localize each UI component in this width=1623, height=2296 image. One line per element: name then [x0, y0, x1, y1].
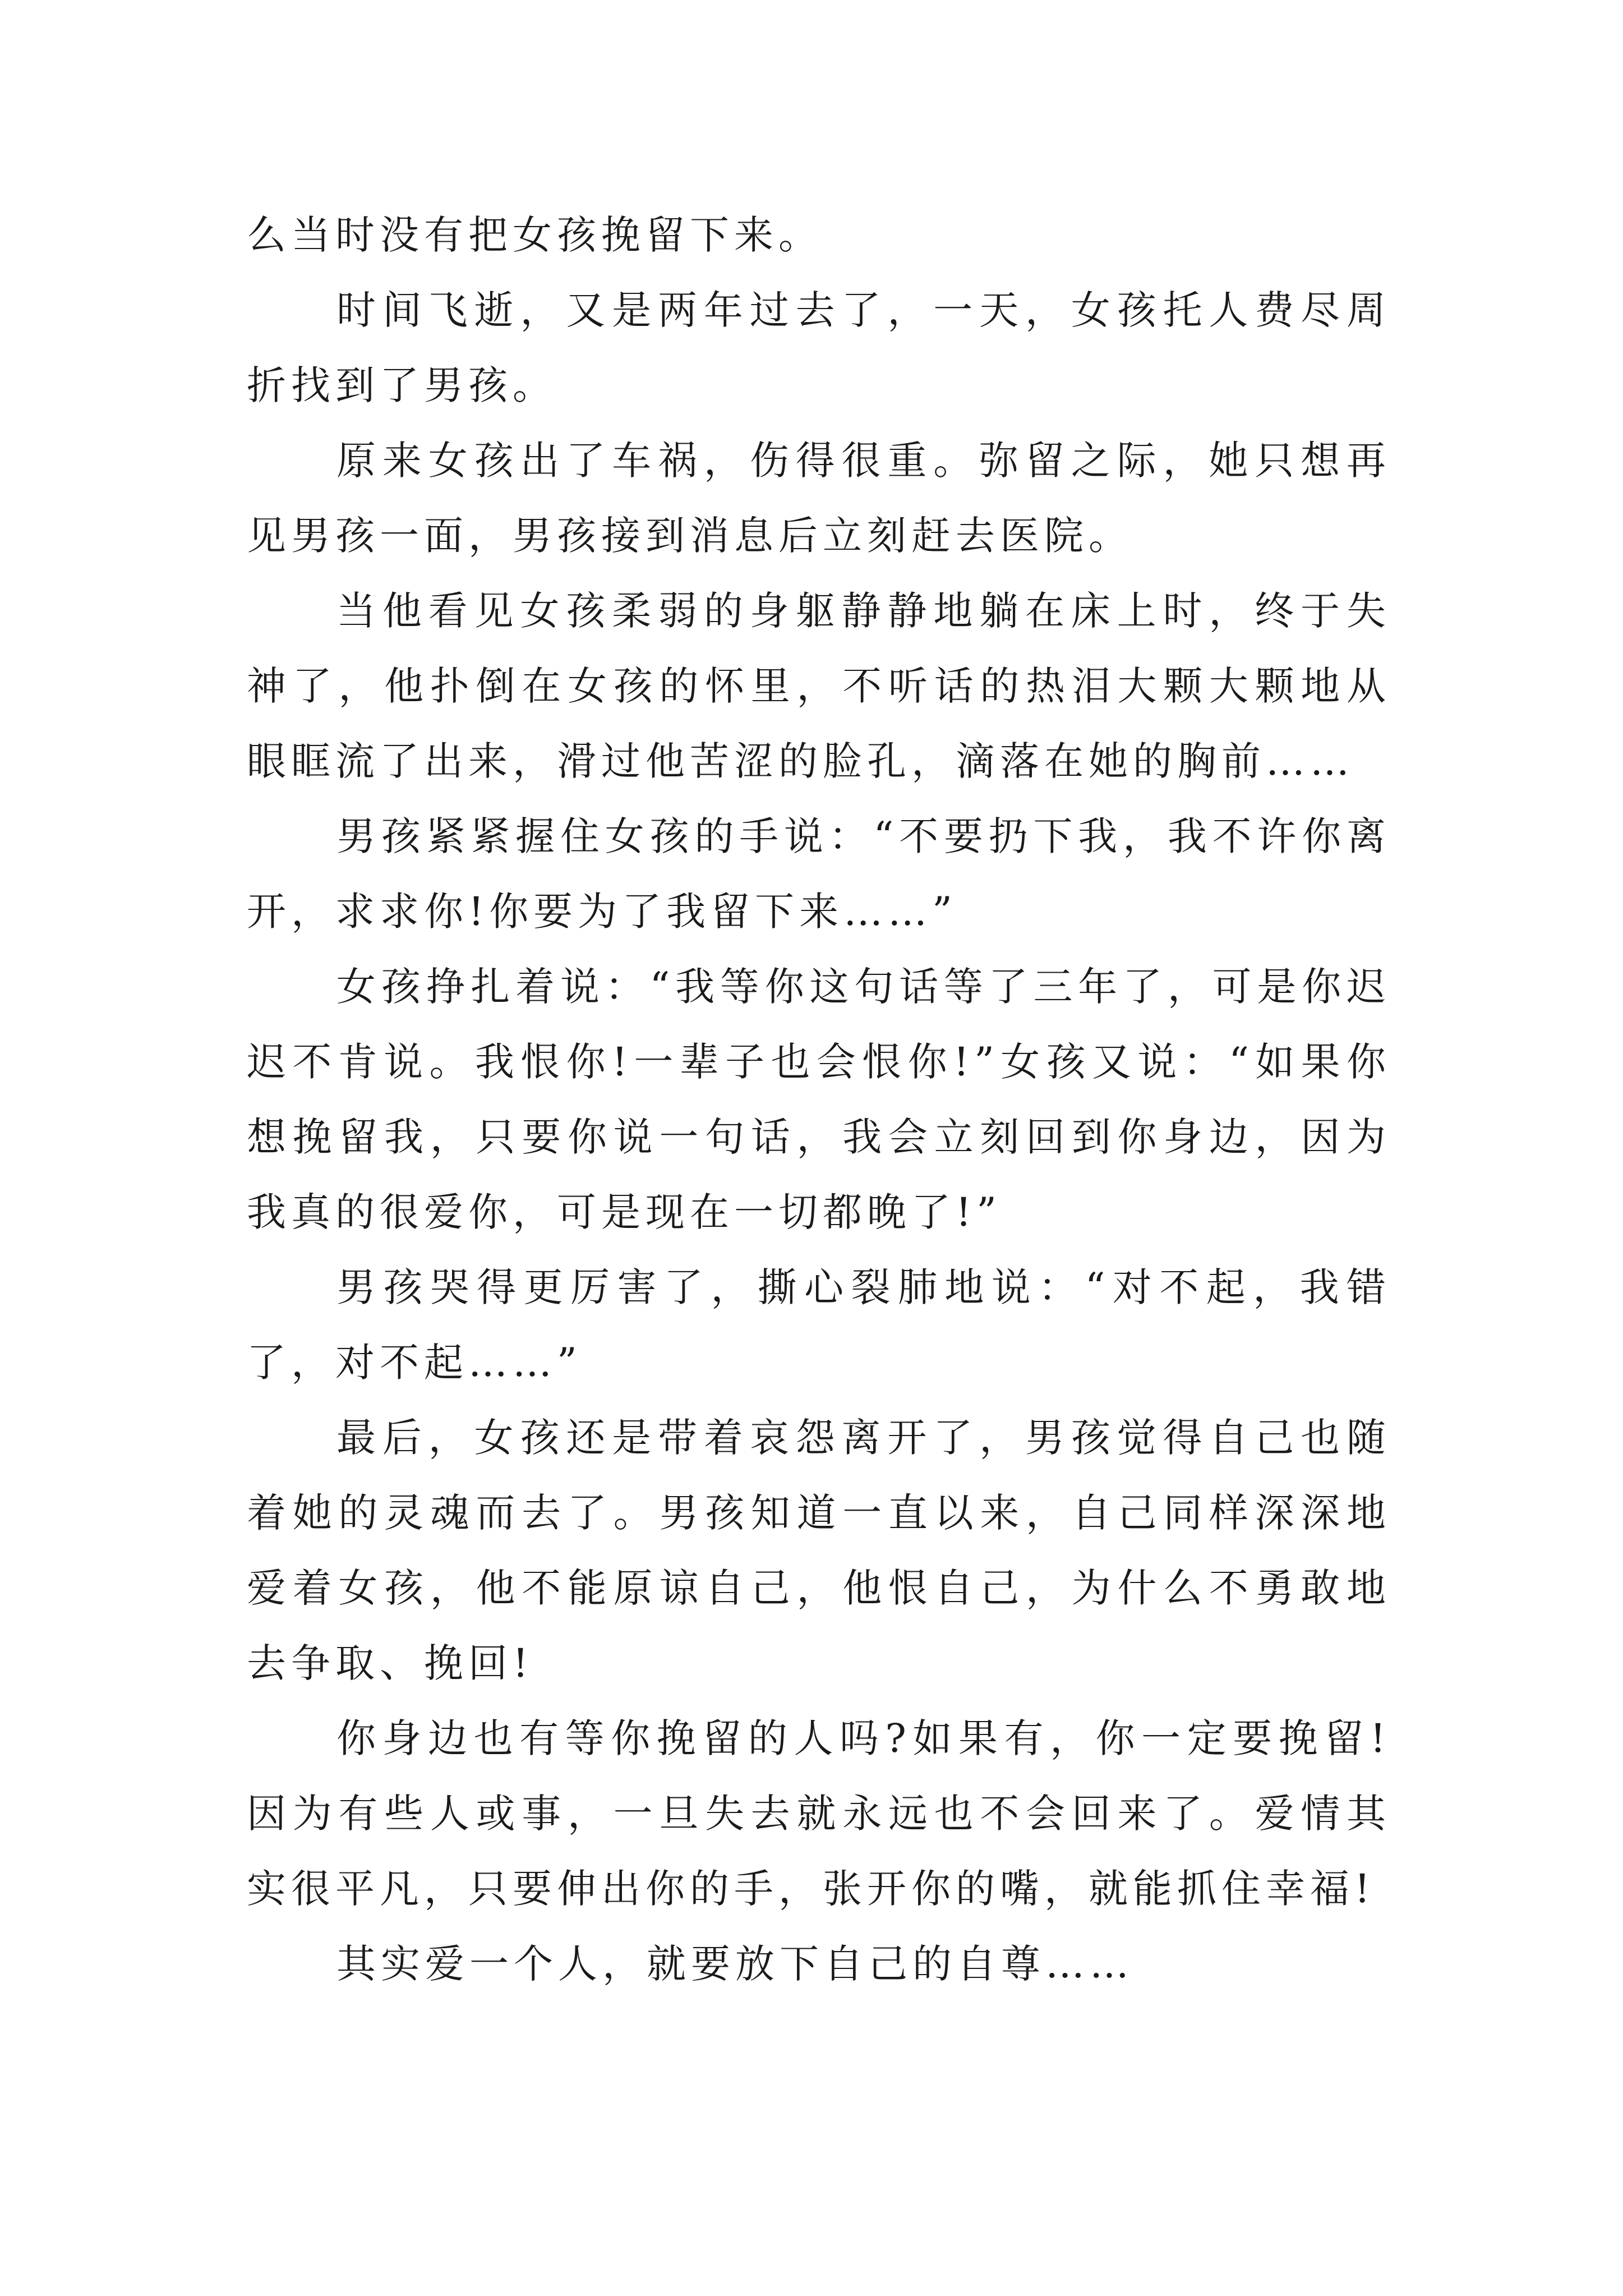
paragraph-1: 么当时没有把女孩挽留下来。	[247, 212, 823, 258]
paragraph-4: 当他看见女孩柔弱的身躯静静地躺在床上时，终于失神了，他扑倒在女孩的怀里，不听话的热泪大颗大颗地从眼眶流了出来，滑过他苦涩的脸孔，滴落在她的胸前……	[247, 588, 1391, 784]
paragraph-3: 原来女孩出了车祸，伤得很重。弥留之际，她只想再见男孩一面，男孩接到消息后立刻赶去医院。	[247, 438, 1391, 559]
document-body	[247, 197, 1391, 2001]
paragraph-10: 其实爱一个人，就要放下自己的自尊……	[336, 1941, 1134, 1987]
paragraph-7: 男孩哭得更厉害了，撕心裂肺地说：“对不起，我错了，对不起……”	[247, 1264, 1391, 1386]
paragraph-6: 女孩挣扎着说：“我等你这句话等了三年了，可是你迟迟不肯说。我恨你!一辈子也会恨你!”女孩又说：“如果你想挽留我，只要你说一句话，我会立刻回到你身边，因为我真的很爱你，可是现在一切都晚了!”	[247, 964, 1391, 1235]
paragraph-5: 男孩紧紧握住女孩的手说：“不要扔下我，我不许你离开，求求你!你要为了我留下来……”	[247, 813, 1391, 935]
paragraph-2: 时间飞逝，又是两年过去了，一天，女孩托人费尽周折找到了男孩。	[247, 287, 1391, 408]
paragraph-9: 你身边也有等你挽留的人吗?如果有，你一定要挽留!因为有些人或事，一旦失去就永远也不会回来了。爱情其实很平凡，只要伸出你的手，张开你的嘴，就能抓住幸福!	[247, 1715, 1391, 1912]
paragraph-8: 最后，女孩还是带着哀怨离开了，男孩觉得自己也随着她的灵魂而去了。男孩知道一直以来，自己同样深深地爱着女孩，他不能原谅自己，他恨自己，为什么不勇敢地去争取、挽回!	[247, 1415, 1391, 1686]
